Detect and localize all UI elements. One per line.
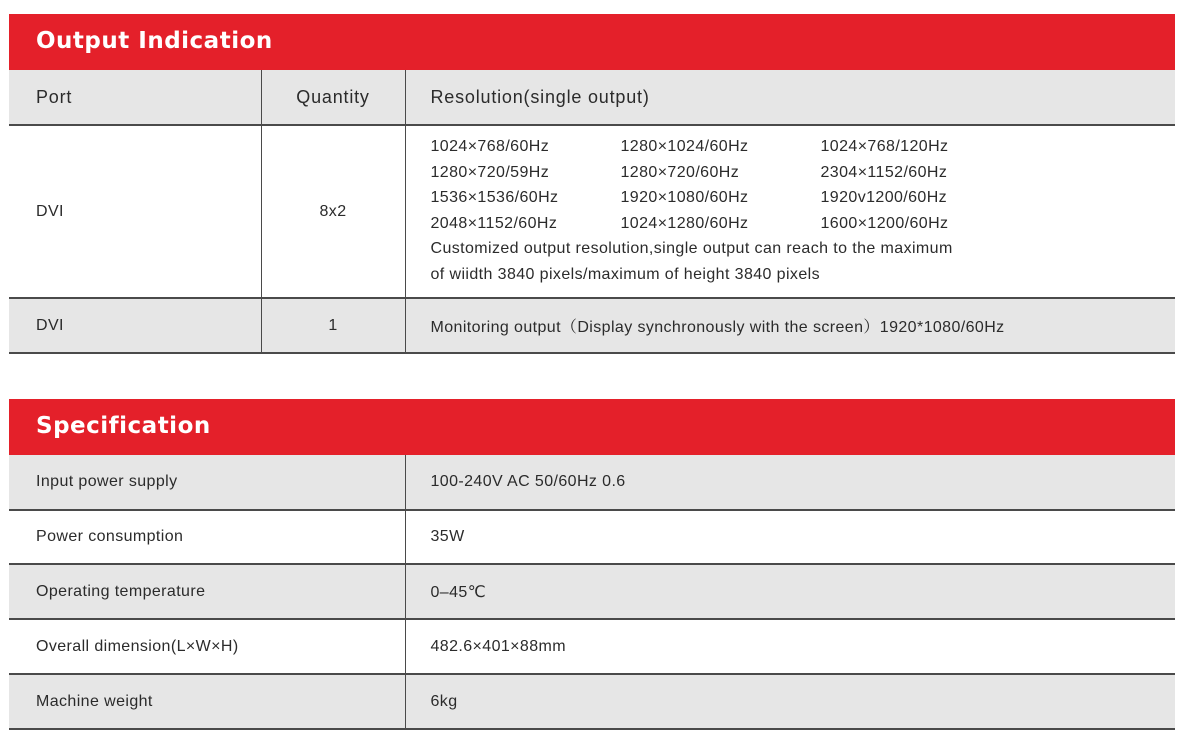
table-row (9, 455, 1175, 510)
table-row (9, 125, 1175, 298)
port-header: Port (9, 70, 261, 125)
resolution-cell: Monitoring output（Display synchronously with the screen）1920*1080/60Hz (405, 298, 1175, 353)
resolution-item: 1920v1200/60Hz (820, 189, 948, 206)
spec-value: 35W (405, 510, 1175, 564)
spec-label: Power consumption (9, 510, 405, 564)
resolution-cell (405, 125, 1175, 298)
output-indication-section (9, 14, 1175, 354)
output-indication-title: Output Indication (36, 28, 273, 54)
spec-label: Overall dimension(L×W×H) (9, 619, 405, 674)
resolution-item: 1280×720/60Hz (620, 163, 740, 181)
resolution-note-line-2: of wiidth 3840 pixels/maximum of height 3840 pixels (430, 265, 820, 283)
quantity-cell: 1 (261, 298, 405, 353)
specification-title: Specification (36, 413, 211, 439)
spec-value: 100-240V AC 50/60Hz 0.6 (405, 455, 1175, 510)
quantity-cell: 8x2 (261, 125, 405, 298)
table-row (9, 298, 1175, 353)
spec-label: Input power supply (9, 455, 405, 510)
resolution-item: 1280×720/59Hz (430, 163, 550, 181)
spec-value: 0–45℃ (405, 564, 1175, 619)
table-row (9, 674, 1175, 729)
quantity-header: Quantity (261, 70, 405, 125)
resolution-item: 1536×1536/60Hz (430, 189, 559, 206)
table-row (9, 619, 1175, 674)
resolution-header: Resolution(single output) (405, 70, 1175, 125)
specification-banner (9, 399, 1175, 455)
resolution-item: 1600×1200/60Hz (820, 214, 949, 232)
resolution-item: 2304×1152/60Hz (820, 163, 948, 181)
output-indication-banner (9, 14, 1175, 70)
resolution-item: 1920×1080/60Hz (620, 189, 749, 206)
spec-label: Machine weight (9, 674, 405, 729)
resolution-item: 1024×768/120Hz (820, 138, 949, 155)
port-cell: DVI (9, 125, 261, 298)
spec-value: 482.6×401×88mm (405, 619, 1175, 674)
specification-section (9, 399, 1175, 730)
spec-label: Operating temperature (9, 564, 405, 619)
table-row (9, 510, 1175, 564)
port-cell: DVI (9, 298, 261, 353)
output-header-row (9, 70, 1175, 125)
resolution-item: 1280×1024/60Hz (620, 138, 749, 155)
output-table (9, 70, 1175, 354)
resolution-item: 1024×1280/60Hz (620, 214, 749, 232)
resolution-note-line-1: Customized output resolution,single output can reach to the maximum (430, 240, 953, 257)
resolution-item: 2048×1152/60Hz (430, 214, 558, 232)
resolution-list (431, 134, 1176, 236)
specification-table (9, 455, 1175, 730)
table-row (9, 564, 1175, 619)
spec-value: 6kg (405, 674, 1175, 729)
resolution-item: 1024×768/60Hz (430, 138, 550, 155)
